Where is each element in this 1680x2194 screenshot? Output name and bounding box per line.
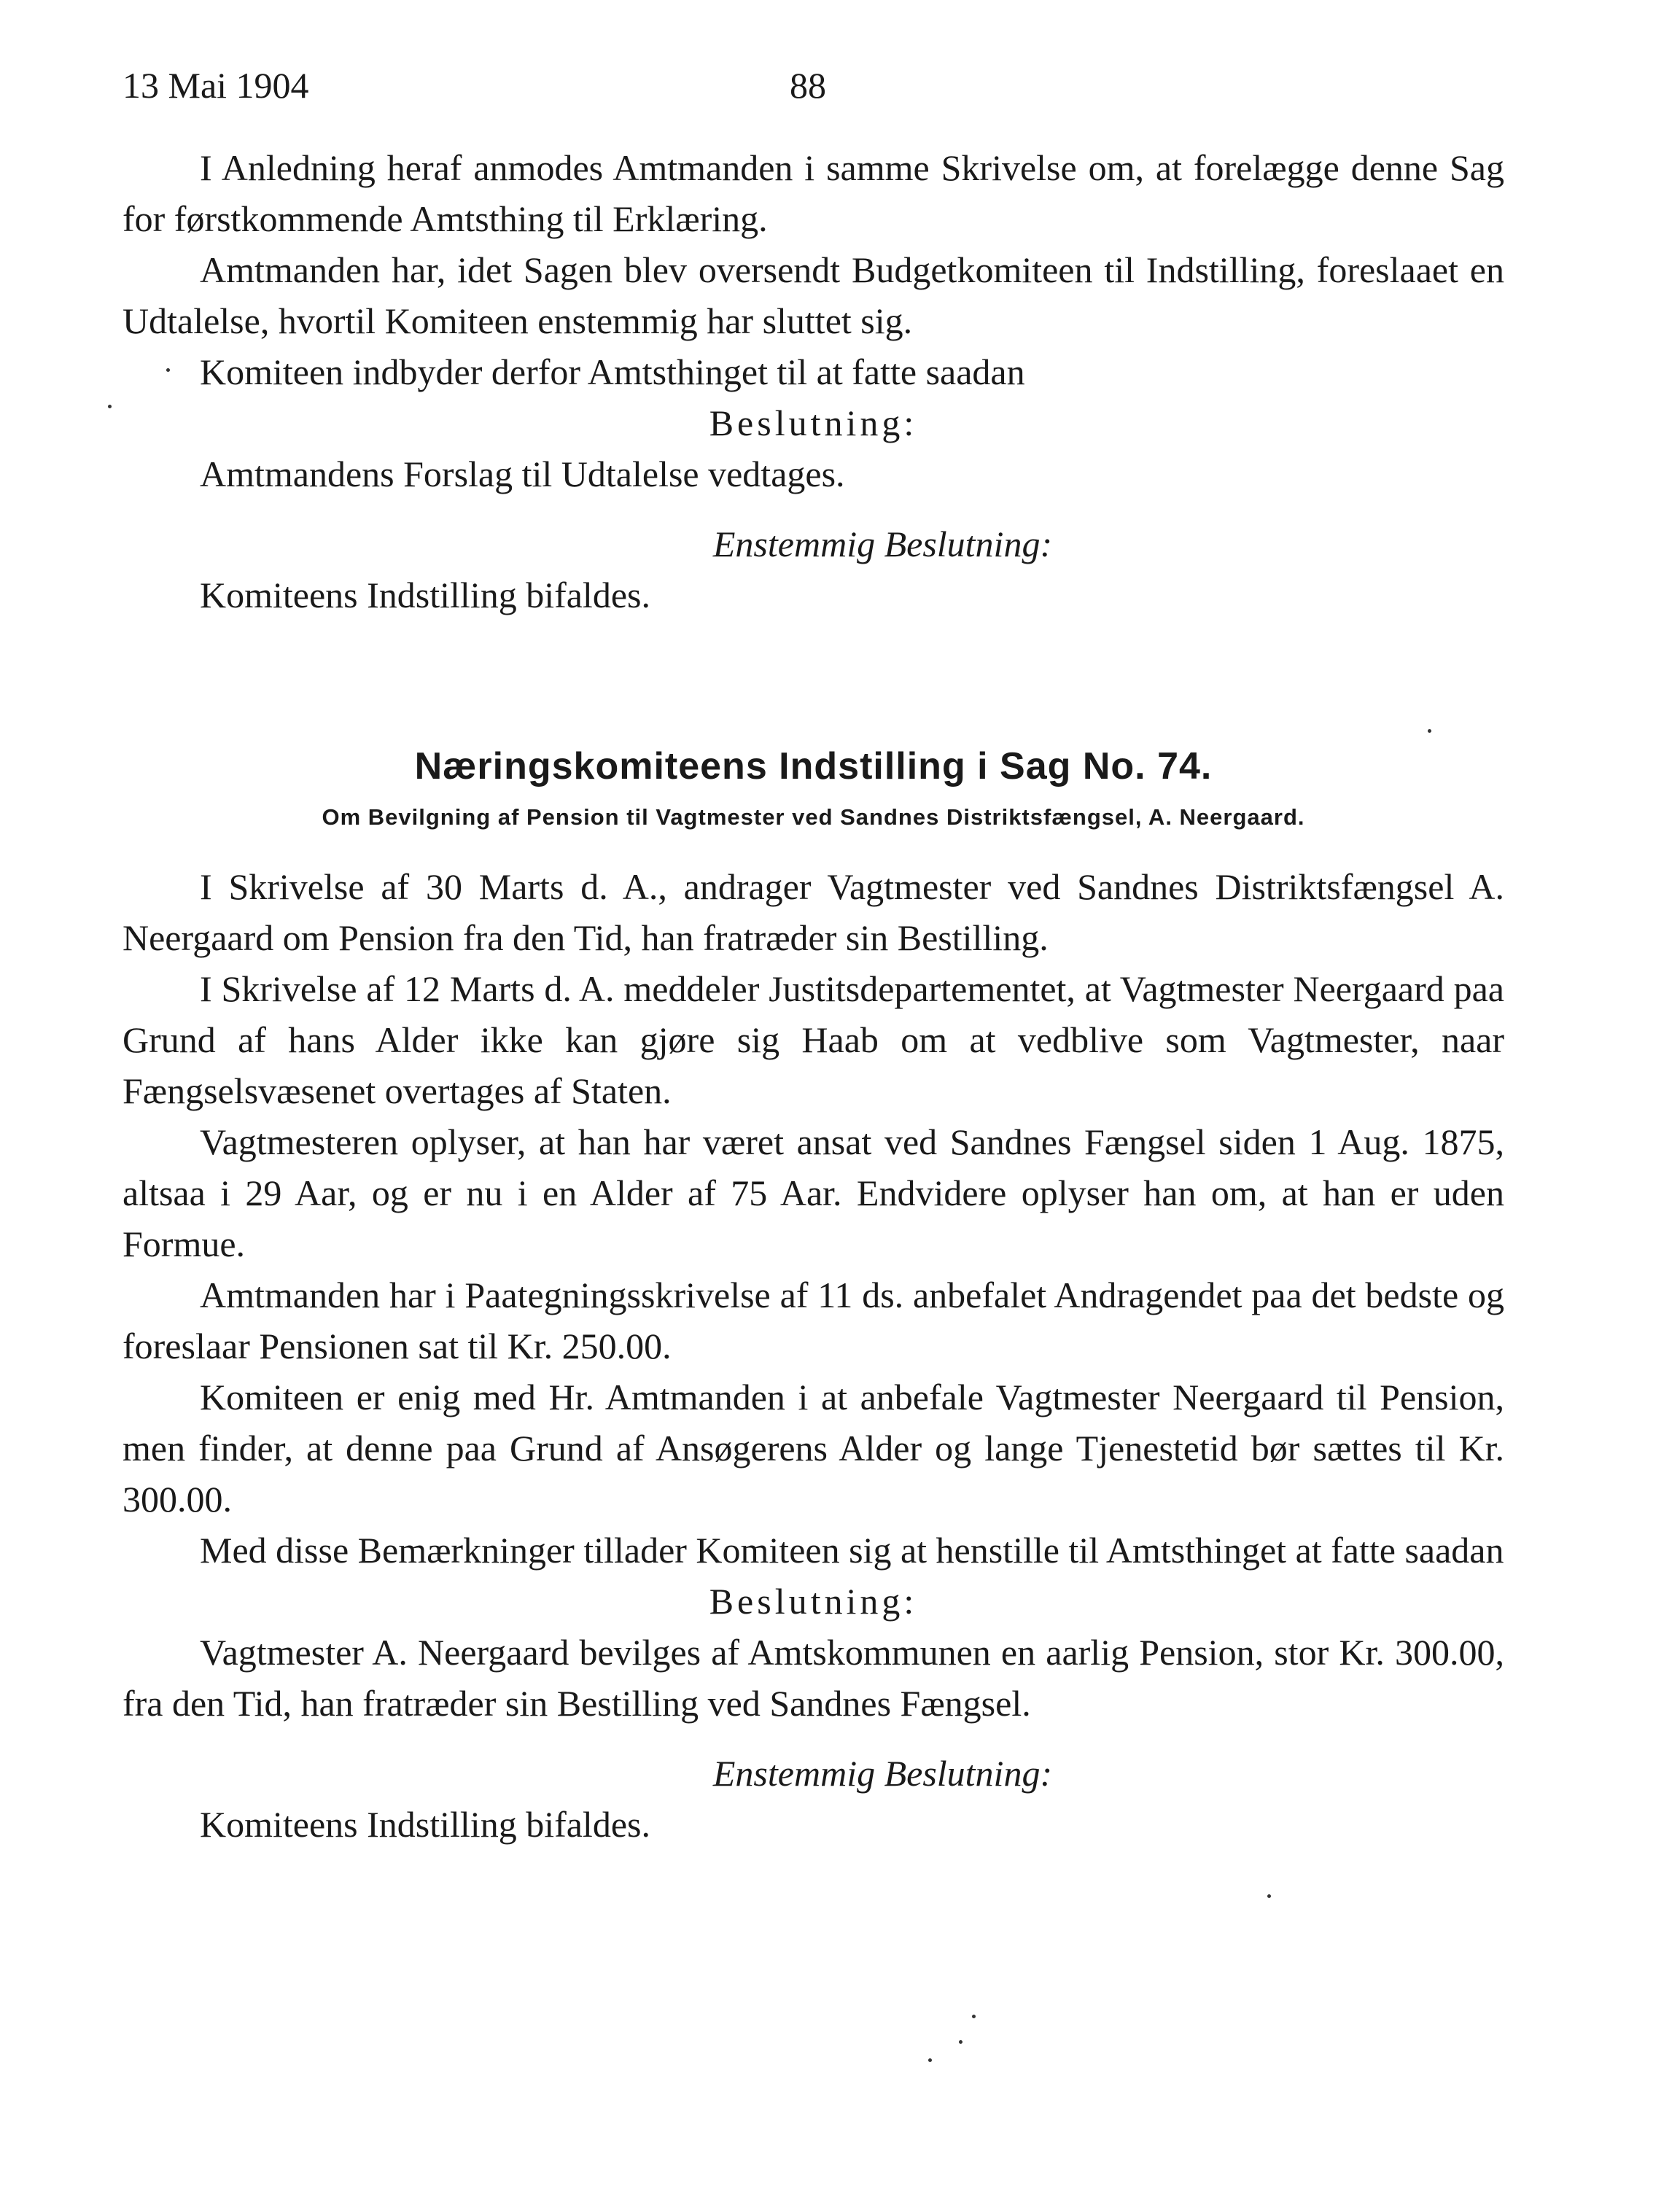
scan-speck: [1428, 729, 1431, 733]
scan-speck: [108, 405, 112, 408]
paragraph: Amtmanden har i Paategningsskrivelse af 11 ds. anbefalet Andragendet paa det bedste og foreslaar Pensionen sat til Kr. 250.00.: [122, 1275, 1504, 1366]
paragraph: Komiteen er enig med Hr. Amtmanden i at anbefale Vagtmester Neergaard til Pension, men finder, at denne paa Grund af Ansøgerens Alder og lange Tjenestetid bør sættes til Kr. 300.00.: [122, 1377, 1504, 1520]
scan-speck: [959, 2040, 962, 2044]
enstemmig-heading: Enstemmig Beslutning:: [712, 1753, 1053, 1794]
scan-speck: [928, 2058, 932, 2062]
section-subtitle: Om Bevilgning af Pension til Vagtmester ved Sandnes Distriktsfængsel, A. Neergaard.: [322, 804, 1305, 830]
enstemmig-text: Komiteens Indstilling bifaldes.: [200, 575, 650, 615]
scan-speck: [1267, 1894, 1271, 1898]
beslutning-text: Vagtmester A. Neergaard bevilges af Amtskommunen en aarlig Pension, stor Kr. 300.00, fra den Tid, han fratræder sin Bestilling ved Sandnes Fængsel.: [122, 1632, 1504, 1724]
beslutning-heading: Beslutning:: [709, 1581, 918, 1622]
beslutning-heading: Beslutning:: [709, 402, 918, 443]
scan-speck: [972, 2015, 976, 2018]
paragraph: Komiteen indbyder derfor Amtsthinget til at fatte saadan: [200, 351, 1025, 392]
header-date: 13 Mai 1904: [122, 65, 309, 106]
beslutning-text: Amtmandens Forslag til Udtalelse vedtages.: [200, 454, 845, 494]
paragraph: I Anledning heraf anmodes Amtmanden i samme Skrivelse om, at forelægge denne Sag for førstkommende Amtsthing til Erklæring.: [122, 147, 1504, 239]
scan-speck: [166, 368, 170, 372]
paragraph: Amtmanden har, idet Sagen blev oversendt Budgetkomiteen til Indstilling, foreslaaet en Udtalelse, hvortil Komiteen enstemmig har sluttet sig.: [122, 249, 1504, 341]
page-header: [122, 64, 1505, 115]
paragraph: I Skrivelse af 12 Marts d. A. meddeler Justitsdepartementet, at Vagtmester Neergaard paa Grund af hans Alder ikke kan gjøre sig Haab om at vedblive som Vagtmester, naar Fængselsvæsenet overtages af Staten.: [122, 968, 1504, 1111]
paragraph: Vagtmesteren oplyser, at han har været ansat ved Sandnes Fængsel siden 1 Aug. 1875, altsaa i 29 Aar, og er nu i en Alder af 75 Aar. Endvidere oplyser han om, at han er uden Formue.: [122, 1121, 1504, 1264]
enstemmig-heading: Enstemmig Beslutning:: [712, 524, 1053, 564]
enstemmig-text: Komiteens Indstilling bifaldes.: [200, 1804, 650, 1845]
paragraph: Med disse Bemærkninger tillader Komiteen sig at henstille til Amtsthinget at fatte saadan: [200, 1530, 1504, 1571]
page-number: 88: [790, 65, 826, 106]
paragraph: I Skrivelse af 30 Marts d. A., andrager Vagtmester ved Sandnes Distriktsfængsel A. Neergaard om Pension fra den Tid, han fratræder sin Bestilling.: [122, 866, 1504, 958]
page-body: [122, 142, 1504, 1850]
section-title: Næringskomiteens Indstilling i Sag No. 74.: [414, 745, 1213, 787]
